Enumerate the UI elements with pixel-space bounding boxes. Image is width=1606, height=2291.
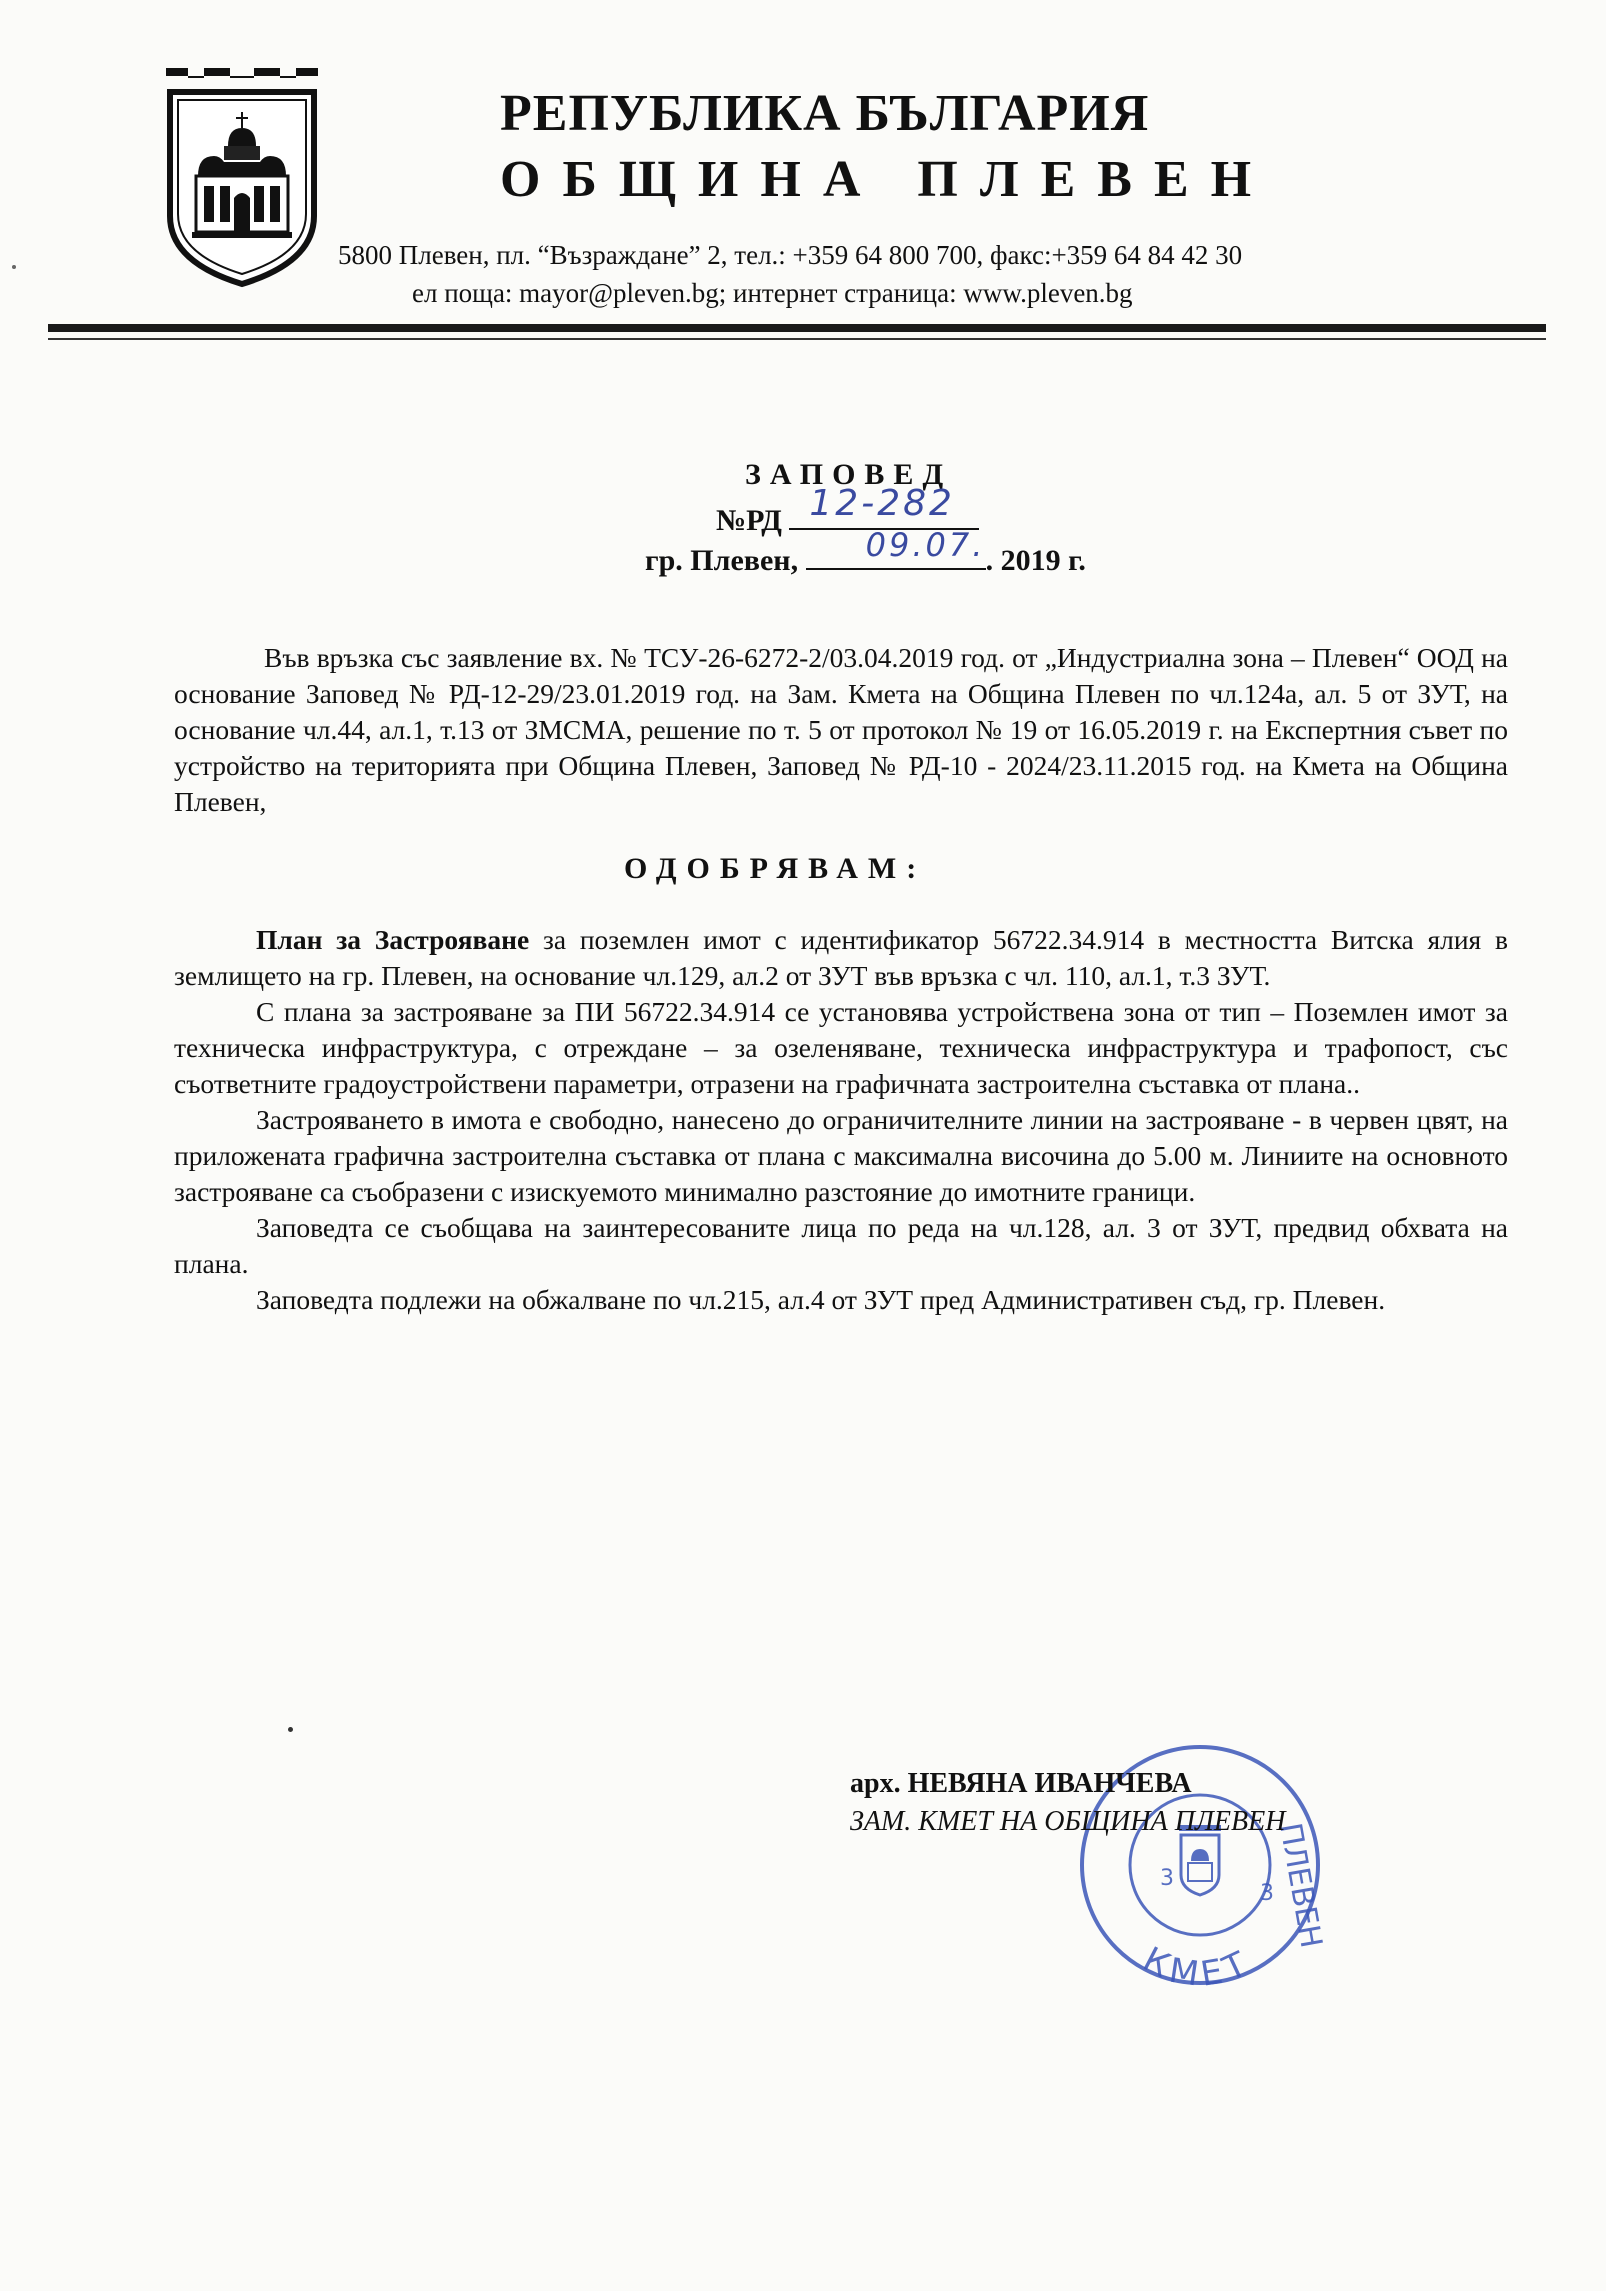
decision-body: [174, 922, 1508, 1318]
order-date-field: [806, 526, 986, 570]
header-rule-thin: [48, 338, 1546, 340]
building-paragraph: Застрояването в имота е свободно, нанесено до ограничителните линии на застрояване - в червен цвят, на приложената графична застроителна съставка от плана с максимална височина до 5.00 м. Линиите на основното застрояване са съобразени с изискуемото минимално разстояние до имотните граници.: [174, 1104, 1508, 1207]
signatory-name: арх. НЕВЯНА ИВАНЧЕВА: [850, 1768, 1192, 1799]
header-title-municipality: ОБЩИНА ПЛЕВЕН: [500, 151, 1274, 208]
pleven-coat-of-arms-icon: [162, 66, 322, 288]
scan-speck: [12, 265, 16, 269]
order-place-date: [645, 526, 1086, 578]
header-title-republic: РЕПУБЛИКА БЪЛГАРИЯ: [500, 85, 1150, 142]
preamble-paragraph: [174, 640, 1508, 820]
signatory-title: ЗАМ. КМЕТ НА ОБЩИНА ПЛЕВЕН: [850, 1806, 1286, 1837]
order-date-handwritten: 09.07.: [865, 526, 986, 564]
plan-bold-lead: План за Застрояване: [256, 924, 530, 955]
approve-heading: ОДОБРЯВАМ:: [624, 852, 927, 885]
stamp-text-top: ПЛЕВЕН: [1272, 1820, 1329, 1951]
preamble-text: Във връзка със заявление вх. № ТСУ-26-6272-2/03.04.2019 год. от „Индустриална зона – Плевен“ ООД на основание Заповед № РД-12-29/23.01.2019 год. на Зам. Кмета на Община Плевен по чл.124а, ал. 5 от ЗУТ, на основание чл.44, ал.1, т.13 от ЗМСМА, решение по т. 5 от протокол № 19 от 16.05.2019 г. на Експертния съвет по устройство на територията при Община Плевен, Заповед № РД-10 - 2024/23.11.2015 год. на Кмета на Община Плевен,: [174, 642, 1508, 817]
header-contact: ел поща: mayor@pleven.bg; интернет страница: www.pleven.bg: [412, 278, 1133, 308]
order-place: гр. Плевен,: [645, 544, 799, 577]
stamp-number-left: 3: [1160, 1866, 1174, 1891]
header-address: 5800 Плевен, пл. “Възраждане” 2, тел.: +359 64 800 700, факс:+359 64 84 42 30: [338, 240, 1243, 270]
plan-text: за поземлен имот с идентификатор 56722.34.914 в местността Витска ялия в землището на гр. Плевен, на основание чл.129, ал.2 от ЗУТ във връзка с чл. 110, ал.1, т.3 ЗУТ.: [174, 924, 1508, 991]
notification-paragraph: Заповедта се съобщава на заинтересованите лица по реда на чл.128, ал. 3 от ЗУТ, предвид обхвата на плана.: [174, 1212, 1508, 1279]
order-title: ЗАПОВЕД: [745, 458, 953, 491]
stamp-text-bottom: КМЕТ: [1136, 1939, 1259, 1995]
order-year: . 2019 г.: [985, 544, 1086, 577]
zone-paragraph: С плана за застрояване за ПИ 56722.34.914 се установява устройствена зона от тип – Поземлен имот за техническа инфраструктура, с отреждане – за озеленяване, техническа инфраструктура и трафопост, със съответните градоустройствени параметри, отразени на графичната застроителна съставка от плана..: [174, 996, 1508, 1099]
header-rule-thick: [48, 324, 1546, 332]
order-number-prefix: №РД: [716, 504, 782, 537]
scan-dot: [288, 1727, 293, 1732]
order-number-handwritten: 12-282: [809, 483, 955, 524]
plan-paragraph: [174, 922, 1508, 994]
stamp-number-right: 3: [1260, 1881, 1274, 1906]
appeal-paragraph: Заповедта подлежи на обжалване по чл.215, ал.4 от ЗУТ пред Административен съд, гр. Плевен.: [256, 1284, 1386, 1315]
